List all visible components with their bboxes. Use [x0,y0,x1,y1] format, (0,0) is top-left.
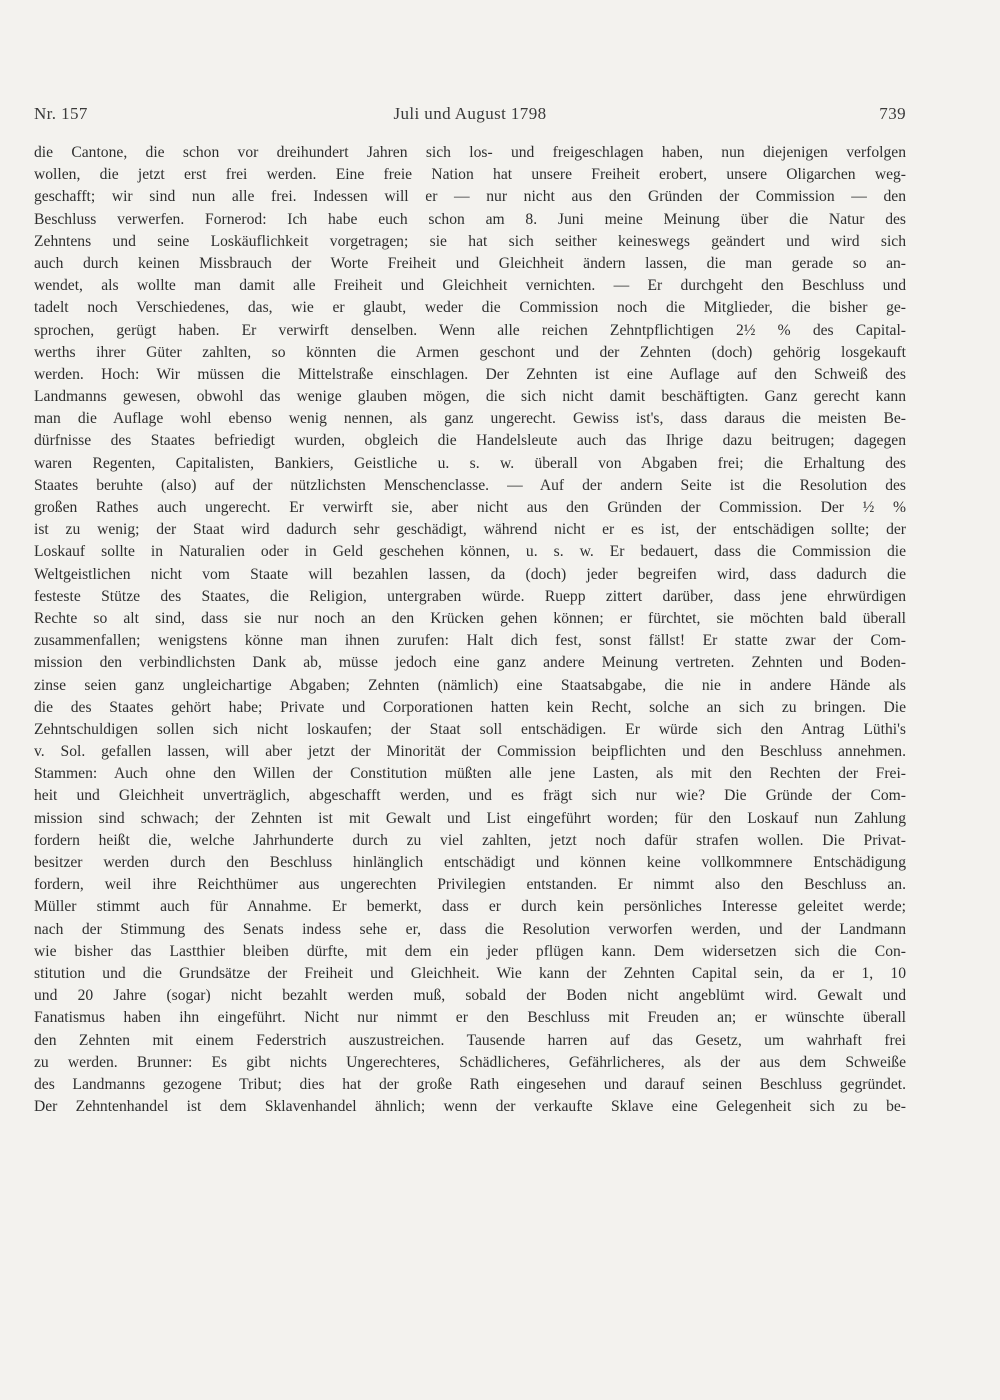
text-line: auch durch keinen Missbrauch der Worte Freiheit und Gleichheit ändern lassen, die man gerade so an- [34,254,906,272]
text-line: Staates beruhte (also) auf der nützlichsten Menschenclasse. — Auf der andern Seite ist die Resolution des [34,476,906,494]
running-head [34,104,906,130]
page-number: 739 [879,104,906,123]
text-line: und 20 Jahre (sogar) nicht bezahlt werden muß, sobald der Boden nicht angeblümt wird. Gewalt und [34,987,906,1005]
text-line: Weltgeistlichen nicht vom Staate will bezahlen lassen, da (doch) jeder begreifen wird, dass dadurch die [34,565,906,583]
text-line: Müller stimmt auch für Annahme. Er bemerkt, dass er durch kein persönliches Interesse geleitet werde; [34,898,906,916]
text-line: die des Staates gehört habe; Private und Corporationen hatten kein Recht, solche an sich zu bringen. Die [34,698,906,716]
text-line: waren Regenten, Capitalisten, Bankiers, Geistliche u. s. w. überall von Abgaben frei; die Erhaltung des [34,454,906,472]
text-line: fordern heißt die, welche Jahrhunderte durch zu viel zahlten, jetzt noch dafür strafen wollen. Die Privat- [34,831,906,849]
text-line: tadelt noch Verschiedenes, das, wie er glaubt, weder die Commission noch die Mitglieder, die bisher ge- [34,299,906,317]
text-line: zinse seien ganz ungleichartige Abgaben; Zehnten (nämlich) eine Staatsabgabe, die nie in andere Hände als [34,676,906,694]
text-line: wollen, die jetzt erst frei werden. Eine freie Nation hat unsere Freiheit erobert, unsere Oligarchen weg- [34,166,906,184]
text-line: Fanatismus haben ihn eingeführt. Nicht nur nimmt er den Beschluss mit Freuden an; er wünschte überall [34,1009,906,1027]
text-line: zu werden. Brunner: Es gibt nichts Ungerechteres, Schädlicheres, Gefährlicheres, als der aus dem Schweiße [34,1053,906,1071]
text-line: zusammenfallen; wenigstens könne man ihnen zurufen: Halt dich fest, sonst fällst! Er statte zwar der Com- [34,632,906,650]
text-line: dürfnisse des Staates befriedigt wurden, obgleich die Handelsleute auch das Ihrige dazu beitrugen; dagegen [34,432,906,450]
document-date: Juli und August 1798 [393,104,547,123]
text-line: den Zehnten mit einem Federstrich auszustreichen. Tausende harren auf das Gesetz, um wahrhaft frei [34,1031,906,1049]
text-line: besitzer werden durch den Beschluss hinlänglich entschädigt und können keine vollkommnere Entschädigung [34,854,906,871]
text-line: geschafft; wir sind nun alle frei. Indessen will er — nur nicht aus den Gründen der Commission — den [34,188,906,206]
document-number: Nr. 157 [34,104,88,123]
text-line: des Landmanns gezogene Tribut; dies hat der große Rath eingesehen und darauf seinen Beschluss gegründet. [34,1075,906,1093]
text-line: stitution und die Grundsätze der Freiheit und Gleichheit. Wie kann der Zehnten Capital sein, da er 1, 10 [34,964,906,982]
text-line: Stammen: Auch ohne den Willen der Constitution müßten alle jene Lasten, als mit den Rechten der Frei- [34,765,906,783]
text-line: man die Auflage wohl ebenso wenig nennen, als ganz ungerecht. Gewiss ist's, dass daraus die meisten Be- [34,410,906,428]
text-line: Zehntschuldigen sollen sich nicht loskaufen; der Staat soll entschädigen. Er würde sich den Antrag Lüthi's [34,720,906,738]
text-line: wendet, als wollte man damit alle Freiheit und Gleichheit vernichten. — Er durchgeht den Beschluss und [34,277,906,295]
text-line: mission sind schwach; der Zehnten ist mit Gewalt und List eingeführt worden; für den Loskauf nun Zahlung [34,809,906,827]
text-line: Loskauf sollte in Naturalien oder in Geld geschehen können, u. s. w. Er bedauert, dass die Commission die [34,543,906,561]
text-line: v. Sol. gefallen lassen, will aber jetzt der Minorität der Commission beipflichten und den Beschluss annehmen. [34,743,906,761]
text-line: ist zu wenig; der Staat wird dadurch sehr geschädigt, während nicht er es ist, der entschädigen sollte; der [34,521,906,539]
text-line: heit und Gleichheit unverträglich, abgeschafft werden, und es frägt sich nur wie? Die Gründe der Com- [34,787,906,805]
text-line: nach der Stimmung des Senats indess sehe er, dass die Resolution verworfen werden, und der Landmann [34,920,906,938]
text-line: Landmanns gewesen, obwohl das wenige glauben mögen, die sich nicht damit beschäftigten. Ganz gerecht kann [34,388,906,406]
text-line: großen Rathes auch ungerecht. Er verwirft sie, aber nicht aus den Gründen der Commission. Der ½ % [34,499,906,516]
text-line: die Cantone, die schon vor dreihundert Jahren sich los- und freigeschlagen haben, nun diejenigen verfolgen [34,144,906,161]
body-text [34,142,906,1118]
text-line: werths ihrer Güter zahlten, so könnten die Armen geschont und der Zehnten (doch) gehörig losgekauft [34,343,906,361]
text-line: fordern, weil ihre Reichthümer aus ungerechten Privilegien entstanden. Er nimmt also den Beschluss an. [34,876,906,894]
text-line: Der Zehntenhandel ist dem Sklavenhandel ähnlich; wenn der verkaufte Sklave eine Gelegenheit sich zu be- [34,1098,906,1116]
text-line: werden. Hoch: Wir müssen die Mittelstraße einschlagen. Der Zehnten ist eine Auflage auf den Schweiß des [34,365,906,383]
text-line: festeste Stütze des Staates, die Religion, untergraben würde. Ruepp zittert darüber, dass jene ehrwürdigen [34,587,906,605]
text-line: Rechte so alt sind, dass sie nur noch an den Krücken gehen können; er fürchtet, sie möchten bald überall [34,609,906,627]
text-line: Zehntens und seine Loskäuflichkeit vorgetragen; sie hat sich seither keineswegs geändert und wird sich [34,232,906,250]
text-line: wie bisher das Lastthier bleiben dürfte, mit dem ein jeder pflügen kann. Dem widersetzen sich die Con- [34,942,906,960]
text-line: sprochen, gerügt haben. Er verwirft denselben. Wenn alle reichen Zehntpflichtigen 2½ % des Capital- [34,321,906,339]
text-line: Beschluss verwerfen. Fornerod: Ich habe euch schon am 8. Juni meine Meinung über die Natur des [34,210,906,228]
text-line: mission den verbindlichsten Dank ab, müsse jedoch eine ganz andere Meinung vertreten. Zehnten und Boden- [34,654,906,672]
